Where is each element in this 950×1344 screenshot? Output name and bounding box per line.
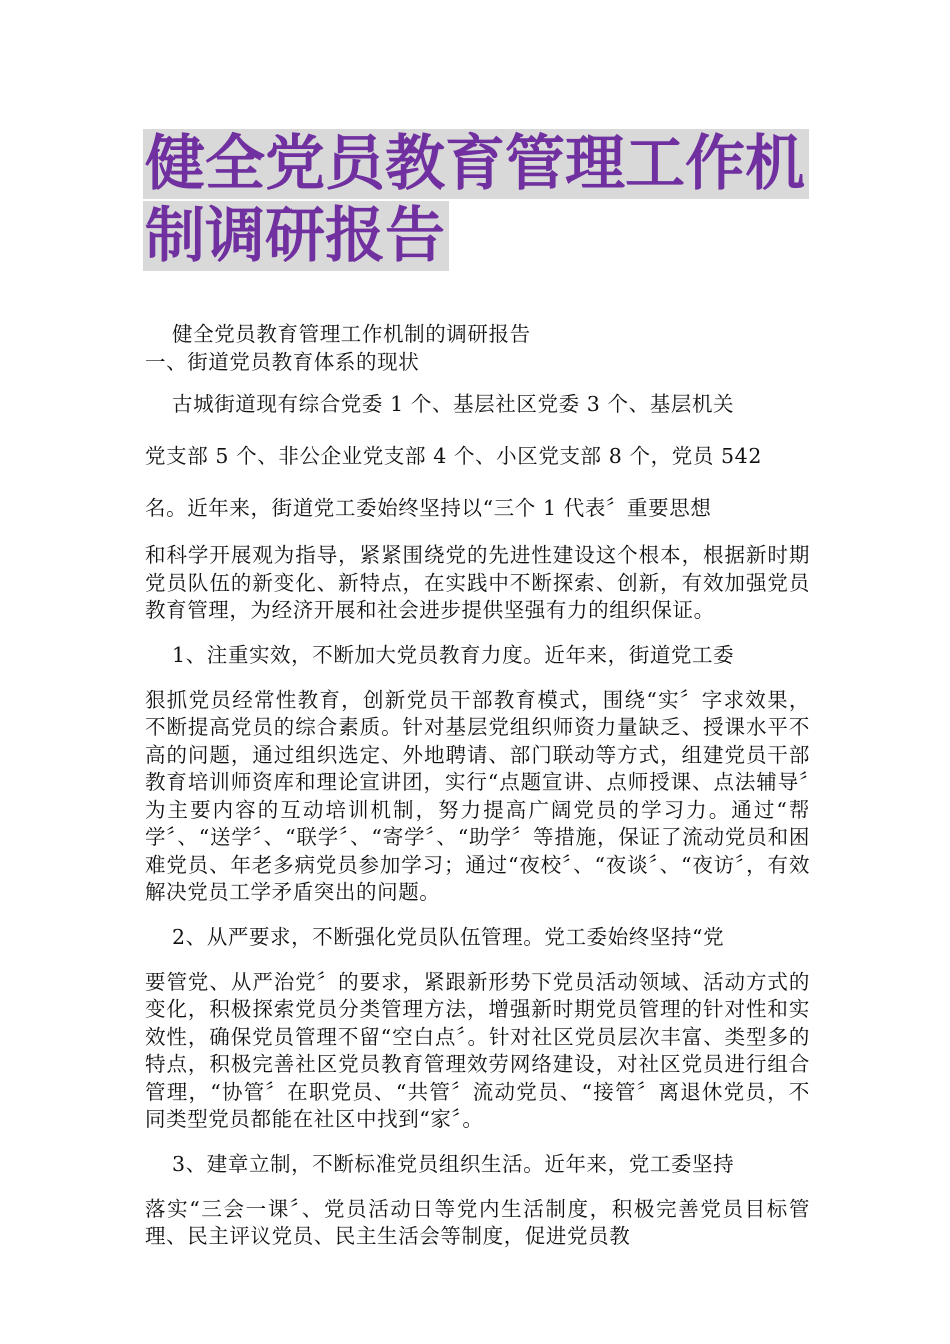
document-title (143, 128, 823, 272)
document-body (145, 320, 810, 1251)
title-highlight: 健全党员教育管理工作机制调研报告 (143, 129, 809, 271)
intro-line-3: 名。近年来，街道党工委始终坚持以“三个 1 代表〞重要思想 (145, 496, 712, 520)
item-3-paragraph: 落实“三会一课〞、党员活动日等党内生活制度，积极完善党员目标管理、民主评议党员、民主生活会等制度，促进党员教 (145, 1196, 810, 1248)
item-2-paragraph: 要管党、从严治党〞的要求，紧跟新形势下党员活动领域、活动方式的变化，积极探索党员分类管理方法，增强新时期党员管理的针对性和实效性，确保党员管理不留“空白点〞。针对社区党员层次丰富、类型多的特点，积极完善社区党员教育管理效劳网络建设，对社区党员进行组合管理，“协管〞在职党员、“共管〞流动党员、“接管〞离退休党员，不同类型党员都能在社区中找到“家〞。 (145, 969, 810, 1131)
section-heading: 一、街道党员教育体系的现状 (145, 350, 420, 374)
item-1-paragraph: 狠抓党员经常性教育，创新党员干部教育模式，围绕“实〞字求效果，不断提高党员的综合素质。针对基层党组织师资力量缺乏、授课水平不高的问题，通过组织选定、外地聘请、部门联动等方式，组建党员干部教育培训师资库和理论宣讲团，实行“点题宣讲、点师授课、点法辅导〞为主要内容的互动培训机制，努力提高广阔党员的学习力。通过“帮学〞、“送学〞、“联学〞、“寄学〞、“助学〞等措施，保证了流动党员和困难党员、年老多病党员参加学习；通过“夜校〞、“夜谈〞、“夜访〞，有效解决党员工学矛盾突出的问题。 (145, 687, 810, 904)
item-1-first-line: 1、注重实效，不断加大党员教育力度。近年来，街道党工委 (172, 642, 735, 667)
item-3-first-line: 3、建章立制，不断标准党员组织生活。近年来，党工委坚持 (172, 1151, 735, 1176)
intro-line-1: 古城街道现有综合党委 1 个、基层社区党委 3 个、基层机关 (172, 392, 735, 416)
document-subtitle: 健全党员教育管理工作机制的调研报告 (172, 322, 531, 346)
intro-line-2: 党支部 5 个、非公企业党支部 4 个、小区党支部 8 个，党员 542 (145, 444, 762, 468)
intro-paragraph-rest: 和科学开展观为指导，紧紧围绕党的先进性建设这个根本，根据新时期党员队伍的新变化、新特点，在实践中不断探索、创新，有效加强党员教育管理，为经济开展和社会进步提供坚强有力的组织保证。 (145, 543, 810, 622)
item-2-first-line: 2、从严要求，不断强化党员队伍管理。党工委始终坚持“党 (172, 924, 725, 949)
